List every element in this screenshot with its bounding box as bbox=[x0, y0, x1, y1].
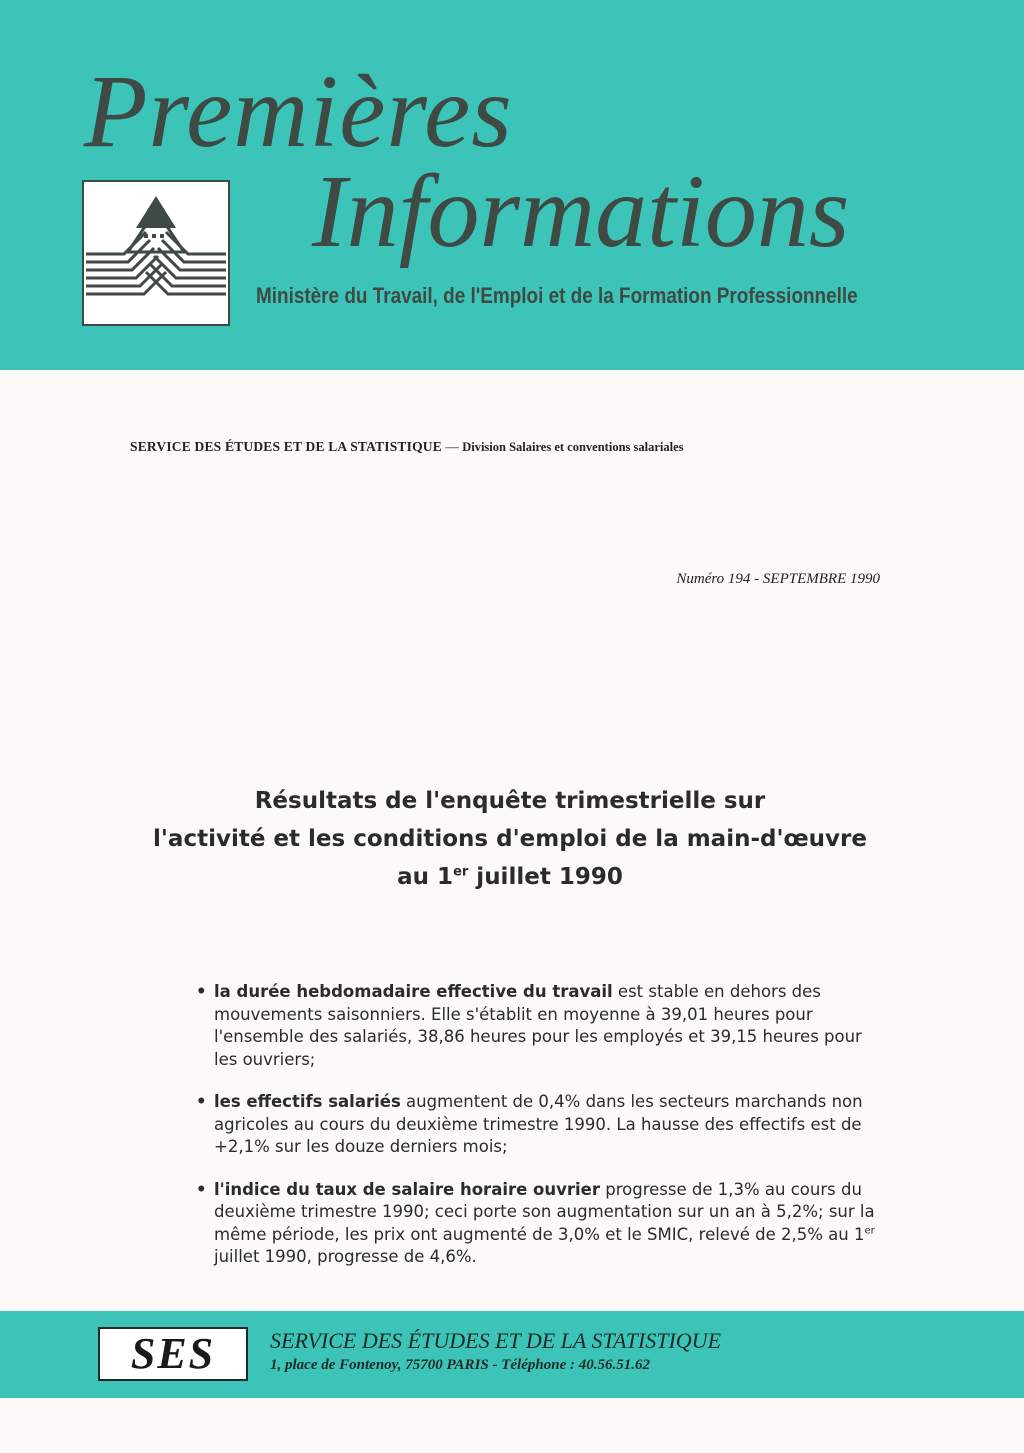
brand-title-line1: Premières bbox=[84, 54, 513, 169]
bullet-heading: les effectifs salariés bbox=[214, 1092, 401, 1111]
list-item bbox=[192, 981, 884, 1071]
bullet-heading: la durée hebdomadaire effective du travail bbox=[214, 982, 613, 1001]
bullet-text: est stable en dehors des mouvements saisonniers. Elle s'établit en moyenne à 39,01 heures pour l'ensemble des salariés, 38,86 heures pour les employés et 39,15 heures pour les ouvriers; bbox=[214, 982, 862, 1069]
ministry-name: Ministère du Travail, de l'Emploi et de la Formation Professionnelle bbox=[256, 283, 858, 308]
bullet-heading: l'indice du taux de salaire horaire ouvrier bbox=[214, 1179, 601, 1199]
bullet-icon: • bbox=[196, 982, 207, 1001]
title-line3: au 1er juillet 1990 bbox=[397, 864, 623, 890]
title-line2: l'activité et les conditions d'emploi de la main-d'œuvre bbox=[153, 826, 867, 852]
footer-address: 1, place de Fontenoy, 75700 PARIS - Téléphone : 40.56.51.62 bbox=[270, 1357, 650, 1373]
brand-title-line2: Informations bbox=[312, 154, 850, 269]
footer-service-name: SERVICE DES ÉTUDES ET DE LA STATISTIQUE bbox=[270, 1328, 722, 1353]
bullet-text: augmentent de 0,4% dans les secteurs marchands non agricoles au cours du deuxième trimestre 1990. La hausse des effectifs est de +2,1% sur les douze derniers mois; bbox=[214, 1092, 863, 1156]
list-item bbox=[192, 1091, 884, 1159]
bullet-icon: • bbox=[196, 1092, 207, 1111]
bullet-text: progresse de 1,3% au cours du deuxième trimestre 1990; ceci porte son augmentation sur un an à 5,2%; sur la même période, les prix ont augmenté de 3,0% et le SMIC, relevé de 2,5% au 1 bbox=[214, 1179, 875, 1244]
bullet-text-end: juillet 1990, progresse de 4,6%. bbox=[214, 1247, 477, 1266]
bullet-superscript: er bbox=[864, 1225, 875, 1236]
ministry-logo-icon bbox=[82, 180, 230, 326]
service-separator: — bbox=[441, 439, 463, 454]
ses-logo: SES bbox=[98, 1327, 248, 1381]
summary-bullet-list bbox=[192, 981, 884, 1289]
service-line bbox=[130, 439, 684, 455]
title-line1: Résultats de l'enquête trimestrielle sur bbox=[254, 788, 766, 814]
list-item bbox=[192, 1179, 884, 1269]
service-name: SERVICE DES ÉTUDES ET DE LA STATISTIQUE bbox=[130, 439, 442, 454]
division-name: Division Salaires et conventions salariales bbox=[462, 440, 684, 454]
bullet-icon: • bbox=[196, 1179, 207, 1199]
issue-number: Numéro 194 - SEPTEMBRE 1990 bbox=[676, 571, 880, 587]
document-title bbox=[120, 782, 900, 896]
